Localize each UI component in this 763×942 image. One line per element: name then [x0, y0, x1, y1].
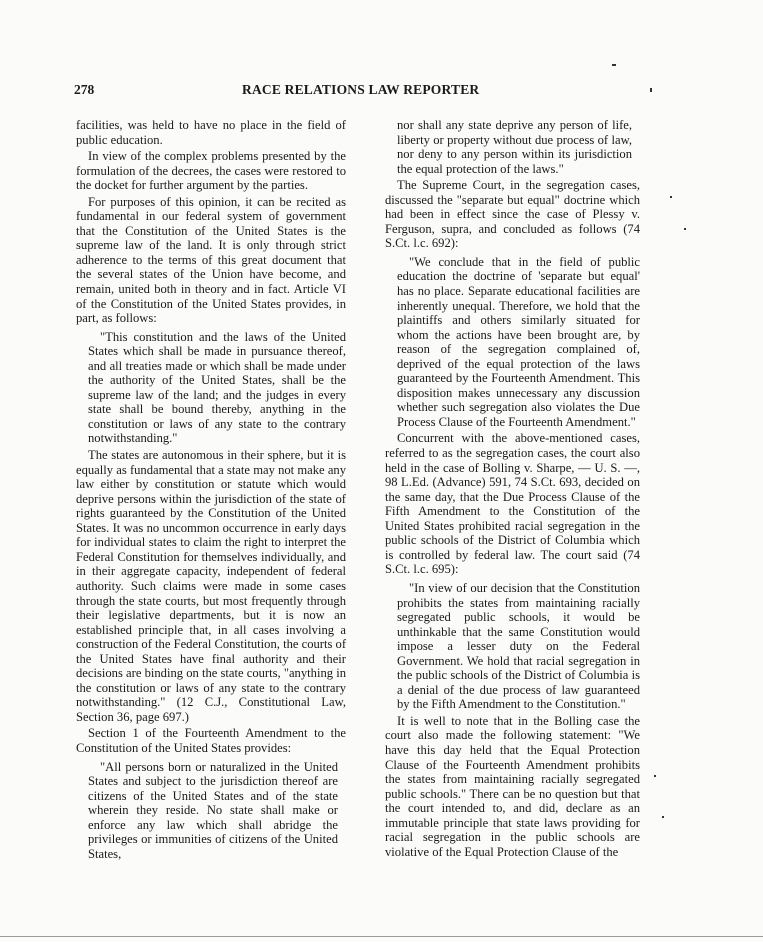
- paragraph: For purposes of this opinion, it can be recited as fundamental in our federal system of government that the Constitution of the United States is the supreme law of the land. It is only through strict adherence to the terms of this great document that the several states of the Union have become, and remain, united both in theory and in fact. Article VI of the Constitution of the United States provides, in part, as follows:: [76, 194, 346, 326]
- paragraph: It is well to note that in the Bolling case the court also made the following statement: "We have this day held that the Equal Protection Clause of the Fourteenth Amendment prohibits the states from maintaining racially segregated public schools." There can be no question but that the court intended to, and did, declare as an immutable principle that state laws providing for racial segregation in the public schools are violative of the Equal Protection Clause of the: [385, 713, 640, 859]
- scan-artifact-mark: [662, 816, 664, 818]
- page-number: 278: [74, 82, 95, 97]
- scan-artifact-mark: [684, 228, 686, 230]
- paragraph: The states are autonomous in their sphere, but it is equally as fundamental that a state may not make any law either by constitution or statute which would deprive persons within the jurisdiction of the state of rights guaranteed by the Constitution of the United States. It was no uncommon occurrence in early days for individual states to claim the right to interpret the Federal Constitution for themselves individually, and in their aggregate capacity, independent of federal authority. Such claims were made in some cases through the state courts, but most frequently through their legislative departments, but it is now an established principle that, in all cases involving a construction of the Federal Constitution, the courts of the United States have final authority and their decisions are binding on the state courts, "anything in the constitution or laws of any state to the contrary notwithstanding." (12 C.J., Constitutional Law, Section 36, page 697.): [76, 448, 347, 724]
- paragraph: Concurrent with the above-mentioned cases, referred to as the segregation cases, the court also held in the case of Bolling v. Sharpe, — U. S. —, 98 L.Ed. (Advance) 591, 74 S.Ct. 693, decided on the same day, that the Due Process Clause of the Fifth Amendment to the Constitution of the United States prohibited racial segregation in the public schools of the District of Columbia which is controlled by federal law. The court said (74 S.Ct. l.c. 695):: [385, 431, 640, 577]
- scan-artifact-line: [0, 936, 763, 937]
- block-quote: "In view of our decision that the Constitution prohibits the states from maintaining racially segregated public schools, it would be unthinkable that the same Constitution would impose a lesser duty on the Federal Government. We hold that racial segregation in the public schools of the District of Columbia is a denial of the due process of law guaranteed by the Fifth Amendment to the Constitution.": [397, 580, 640, 712]
- page-header: [74, 82, 686, 100]
- scan-artifact-mark: [650, 88, 652, 92]
- block-quote: "All persons born or naturalized in the United States and subject to the jurisdiction thereof are citizens of the United States and of the state wherein they reside. No state shall make or enforce any law which shall abridge the privileges or immunities of citizens of the United States,: [88, 759, 338, 861]
- right-column: [385, 118, 640, 861]
- paragraph: Section 1 of the Fourteenth Amendment to the Constitution of the United States provides:: [76, 726, 346, 755]
- block-quote: "This constitution and the laws of the United States which shall be made in pursuance thereof, and all treaties made or which shall be made under the authority of the United States, shall be the supreme law of the land; and the judges in every state shall be bound thereby, anything in the constitution or laws of any state to the contrary notwithstanding.": [88, 329, 346, 446]
- block-quote-continued: nor shall any state deprive any person of life, liberty or property without due process of law, nor deny to any person within its jurisdiction the equal protection of the laws.": [397, 118, 632, 176]
- paragraph: In view of the complex problems presented by the formulation of the decrees, the cases were restored to the docket for further argument by the parties.: [76, 149, 346, 193]
- paragraph: The Supreme Court, in the segregation cases, discussed the "separate but equal" doctrine which had been in effect since the case of Plessy v. Ferguson, supra, and concluded as follows (74 S.Ct. l.c. 692):: [385, 178, 640, 251]
- running-title: RACE RELATIONS LAW REPORTER: [242, 82, 480, 97]
- block-quote: "We conclude that in the field of public education the doctrine of 'separate but equal' has no place. Separate educational facilities are inherently unequal. Therefore, we hold that the plaintiffs and others similarly situated for whom the actions have been brought are, by reason of the segregation complained of, deprived of the equal protection of the laws guaranteed by the Fourteenth Amendment. This disposition makes unnecessary any discussion whether such segregation also violates the Due Process Clause of the Fourteenth Amendment.": [397, 254, 640, 429]
- scan-artifact-mark: [670, 196, 672, 198]
- paragraph: facilities, was held to have no place in the field of public education.: [76, 118, 346, 147]
- left-column: [76, 118, 346, 863]
- scan-artifact-mark: [654, 775, 656, 777]
- scan-artifact-mark: [612, 64, 616, 66]
